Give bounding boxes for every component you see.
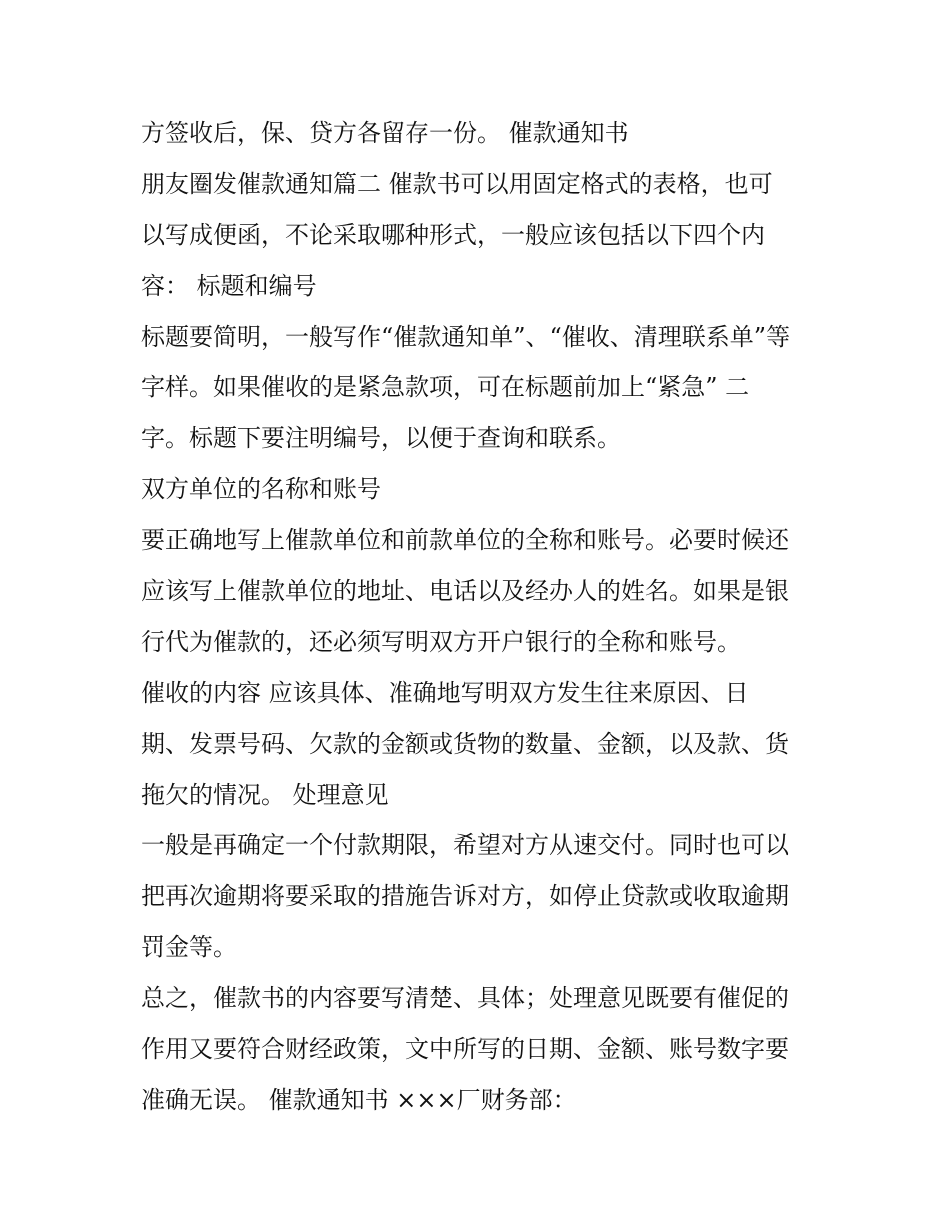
text-line: 方签收后，保、贷方各留存一份。 催款通知书	[141, 119, 629, 147]
text-line: 行代为催款的，还必须写明双方开户银行的全称和账号。	[141, 627, 741, 656]
document-body	[141, 108, 821, 1126]
text-line: 字。标题下要注明编号，以便于查询和联系。	[141, 424, 621, 453]
text-line: 字样。如果催收的是紧急款项，可在标题前加上“紧急” 二	[141, 373, 750, 402]
text-line: 拖欠的情况。 处理意见	[141, 780, 389, 809]
text-line: 一般是再确定一个付款期限，希望对方从速交付。同时也可以	[141, 831, 789, 860]
text-line: 准确无误。 催款通知书 ×××厂财务部：	[141, 1085, 577, 1114]
text-line: 罚金等。	[141, 933, 237, 962]
text-line: 期、发票号码、欠款的金额或货物的数量、金额，以及款、货	[141, 729, 789, 758]
text-line: 应该写上催款单位的地址、电话以及经办人的姓名。如果是银	[141, 577, 789, 606]
text-line: 容： 标题和编号	[141, 271, 317, 300]
text-line: 总之，催款书的内容要写清楚、具体；处理意见既要有催促的	[141, 984, 789, 1013]
text-line: 标题要简明，一般写作“催款通知单”、“催收、清理联系单”等	[141, 322, 791, 351]
text-line: 催收的内容 应该具体、准确地写明双方发生往来原因、日	[141, 678, 749, 707]
text-line: 把再次逾期将要采取的措施告诉对方，如停止贷款或收取逾期	[141, 882, 789, 911]
text-line: 以写成便函，不论采取哪种形式，一般应该包括以下四个内	[141, 220, 765, 249]
text-line: 作用又要符合财经政策，文中所写的日期、金额、账号数字要	[141, 1035, 789, 1064]
text-line: 双方单位的名称和账号	[141, 475, 381, 504]
text-line: 要正确地写上催款单位和前款单位的全称和账号。必要时候还	[141, 526, 789, 555]
text-line: 朋友圈发催款通知篇二 催款书可以用固定格式的表格，也可	[141, 169, 773, 198]
